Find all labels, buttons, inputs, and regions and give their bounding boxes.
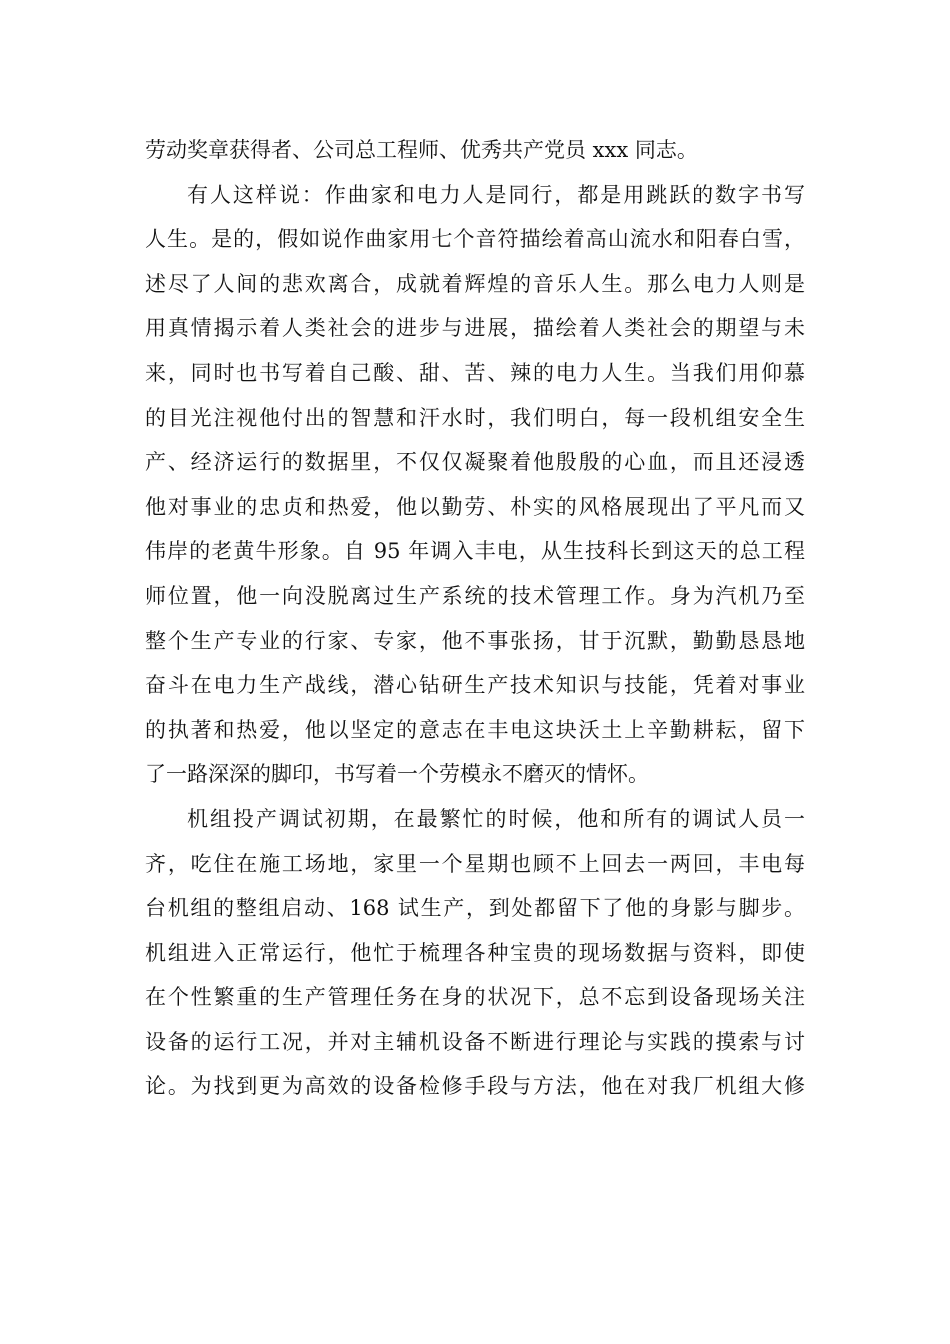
text-line: 伟岸的老黄牛形象。自 95 年调入丰电，从生技科长到这天的总工程 [145,539,805,564]
text-line: 机组进入正常运行，他忙于梳理各种宝贵的现场数据与资料，即使 [145,940,805,965]
document-body [145,128,805,1109]
paragraph [145,797,805,1109]
text-line: 在个性繁重的生产管理任务在身的状况下，总不忘到设备现场关注 [145,985,805,1010]
text-line: 劳动奖章获得者、公司总工程师、优秀共产党员 xxx 同志。 [145,138,698,162]
text-line: 整个生产专业的行家、专家，他不事张扬，甘于沉默，勤勤恳恳地 [145,628,805,653]
text-line: 有人这样说：作曲家和电力人是同行，都是用跳跃的数字书写 [187,182,805,207]
text-line: 师位置，他一向没脱离过生产系统的技术管理工作。身为汽机乃至 [145,583,805,608]
text-line: 设备的运行工况，并对主辅机设备不断进行理论与实践的摸索与讨 [145,1029,805,1054]
text-line: 用真情揭示着人类社会的进步与进展，描绘着人类社会的期望与未 [145,316,805,341]
paragraph [145,128,805,173]
text-line: 齐，吃住在施工场地，家里一个星期也顾不上回去一两回，丰电每 [145,851,805,876]
text-line: 台机组的整组启动、168 试生产，到处都留下了他的身影与脚步。 [145,896,805,921]
text-line: 人生。是的，假如说作曲家用七个音符描绘着高山流水和阳春白雪， [145,227,805,252]
text-line: 他对事业的忠贞和热爱，他以勤劳、朴实的风格展现出了平凡而又 [145,494,805,519]
text-line: 产、经济运行的数据里，不仅仅凝聚着他殷殷的心血，而且还浸透 [145,450,805,475]
paragraph [145,173,805,797]
text-line: 奋斗在电力生产战线，潜心钻研生产技术知识与技能，凭着对事业 [145,673,805,698]
text-line: 了一路深深的脚印，书写着一个劳模永不磨灭的情怀。 [145,762,649,787]
text-line: 论。为找到更为高效的设备检修手段与方法，他在对我厂机组大修 [145,1074,805,1099]
text-line: 来，同时也书写着自己酸、甜、苦、辣的电力人生。当我们用仰慕 [145,360,805,385]
text-line: 的执著和热爱，他以坚定的意志在丰电这块沃土上辛勤耕耘，留下 [145,717,805,742]
text-line: 机组投产调试初期，在最繁忙的时候，他和所有的调试人员一 [187,806,805,831]
text-line: 的目光注视他付出的智慧和汗水时，我们明白，每一段机组安全生 [145,405,805,430]
text-line: 述尽了人间的悲欢离合，成就着辉煌的音乐人生。那么电力人则是 [145,271,805,296]
